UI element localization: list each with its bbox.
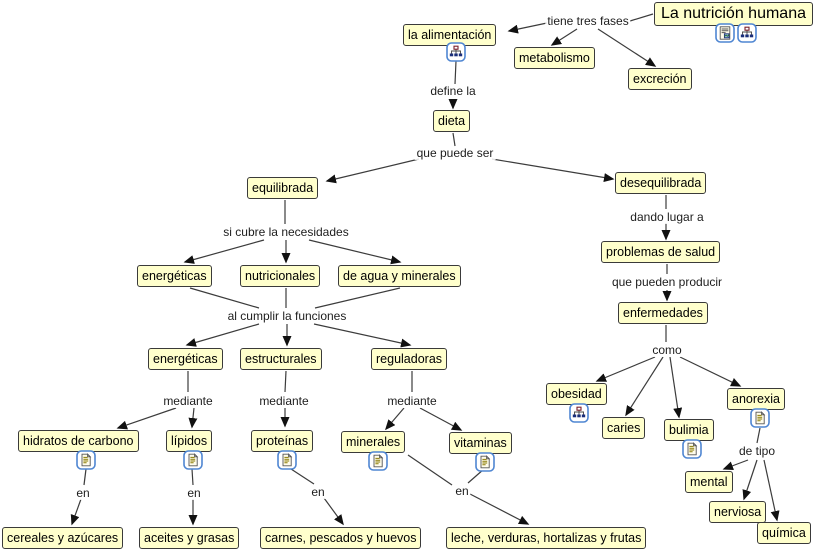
concept-node-problemas-salud[interactable]: problemas de salud [601,241,720,263]
concept-node-quimica[interactable]: química [757,522,811,544]
concept-node-enfermedades[interactable]: enfermedades [618,302,708,324]
document-image-icon[interactable] [715,23,735,43]
concept-node-hidratos[interactable]: hidratos de carbono [18,430,139,452]
concept-node-nutricion[interactable]: La nutrición humana [654,2,813,26]
document-icon[interactable] [277,450,297,470]
concept-node-nutricionales[interactable]: nutricionales [240,265,320,287]
document-icon[interactable] [475,452,495,472]
concept-node-dieta[interactable]: dieta [433,110,470,132]
concept-node-excrecion[interactable]: excreción [628,68,692,90]
concept-map-icon[interactable] [569,403,589,423]
document-icon[interactable] [76,450,96,470]
concept-node-anorexia[interactable]: anorexia [727,388,785,410]
document-icon[interactable] [183,450,203,470]
concept-map-icon[interactable] [737,23,757,43]
concept-map-icon[interactable] [446,42,466,62]
concept-node-obesidad[interactable]: obesidad [546,383,607,405]
concept-node-cereales[interactable]: cereales y azúcares [2,527,123,549]
concept-node-bulimia[interactable]: bulimia [664,419,714,441]
document-icon[interactable] [750,408,770,428]
concept-node-minerales[interactable]: minerales [341,431,405,453]
concept-node-necesidades-energeticas[interactable]: energéticas [137,265,212,287]
concept-node-leche[interactable]: leche, verduras, hortalizas y frutas [446,527,646,549]
concept-node-alimentacion[interactable]: la alimentación [403,24,496,46]
link-label-de-tipo[interactable]: de tipo [738,444,776,458]
link-label-en-4[interactable]: en [455,484,469,498]
concept-node-reguladoras[interactable]: reguladoras [371,348,447,370]
concept-node-funciones-energeticas[interactable]: energéticas [148,348,223,370]
concept-node-vitaminas[interactable]: vitaminas [449,432,512,454]
concept-node-aceites[interactable]: aceites y grasas [139,527,239,549]
link-label-en-2[interactable]: en [187,486,201,500]
link-label-que-pueden-producir[interactable]: que pueden producir [611,275,723,289]
link-label-en-1[interactable]: en [76,486,90,500]
concept-node-agua-minerales[interactable]: de agua y minerales [338,265,461,287]
concept-node-metabolismo[interactable]: metabolismo [514,47,595,69]
link-label-en-3[interactable]: en [311,485,325,499]
concept-node-equilibrada[interactable]: equilibrada [247,177,318,199]
link-label-mediante-3[interactable]: mediante [387,394,437,408]
concept-node-proteinas[interactable]: proteínas [251,430,313,452]
document-icon[interactable] [368,451,388,471]
link-label-mediante-2[interactable]: mediante [259,394,309,408]
link-label-mediante-1[interactable]: mediante [163,394,213,408]
concept-node-estructurales[interactable]: estructurales [240,348,322,370]
concept-node-mental[interactable]: mental [685,471,733,493]
link-label-si-cubre[interactable]: si cubre la necesidades [223,225,349,239]
concept-node-nerviosa[interactable]: nerviosa [709,501,766,523]
concept-node-desequilibrada[interactable]: desequilibrada [615,172,706,194]
link-label-dando-lugar[interactable]: dando lugar a [630,210,704,224]
concept-node-lipidos[interactable]: lípidos [166,430,212,452]
concept-node-caries[interactable]: caries [602,417,645,439]
link-label-tiene-tres-fases[interactable]: tiene tres fases [547,14,629,28]
document-icon[interactable] [682,439,702,459]
concept-node-carnes[interactable]: carnes, pescados y huevos [260,527,421,549]
link-label-define-la[interactable]: define la [430,84,476,98]
link-label-como[interactable]: como [652,343,682,357]
link-label-que-puede-ser[interactable]: que puede ser [416,146,494,160]
link-label-al-cumplir[interactable]: al cumplir la funciones [227,309,347,323]
